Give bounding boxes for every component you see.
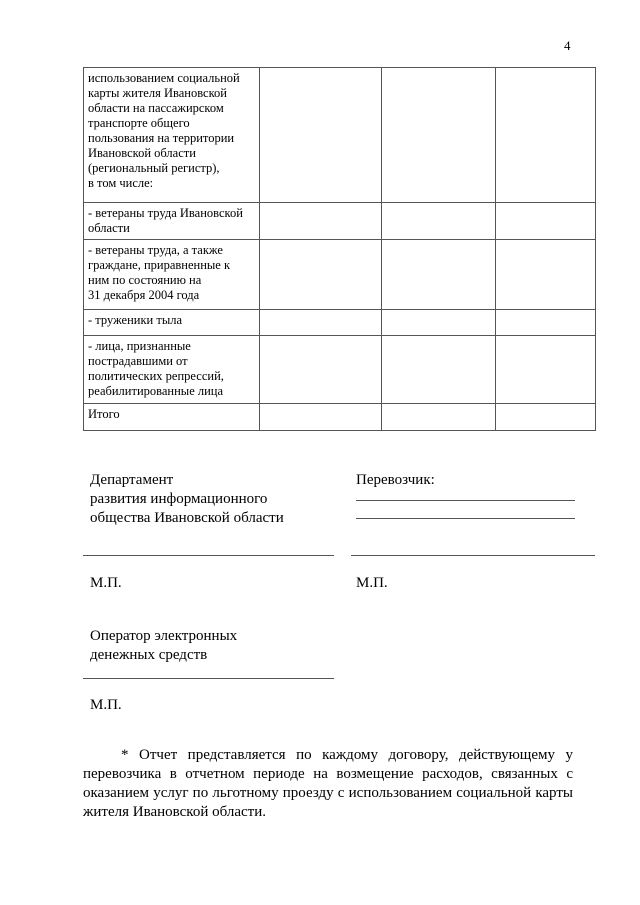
table-cell — [260, 310, 382, 336]
report-table — [83, 67, 596, 431]
operator-signatory: Оператор электронных денежных средств — [90, 628, 238, 663]
footnote: * Отчет представляется по каждому договору, действующему у перевозчика в отчетном периоде на возмещение расходов, связанных с оказанием услуг по льготному проезду с использованием социальной карты жителя Ивановской области. — [83, 747, 573, 820]
carrier-name-line — [356, 500, 575, 501]
table-cell — [382, 240, 496, 310]
table-cell — [260, 68, 382, 203]
table-cell — [496, 68, 596, 203]
table-cell — [496, 336, 596, 404]
table-cell — [260, 203, 382, 240]
table-cell — [382, 203, 496, 240]
table-cell — [496, 240, 596, 310]
department-signature-line — [83, 555, 334, 556]
row-label-home-front-workers: - труженики тыла — [84, 310, 260, 336]
seal-placeholder-operator: М.П. — [90, 697, 122, 713]
row-label-labor-veterans-equivalent: - ветераны труда, а также граждане, приравненные к ним по состоянию на 31 декабря 2004 года — [84, 240, 260, 310]
table-row — [84, 240, 596, 310]
carrier-name-line-2 — [356, 518, 575, 519]
row-label-regional-register: использованием социальной карты жителя Ивановской области на пассажирском транспорте общего пользования на территории Ивановской области (региональный регистр), в том числе: — [84, 68, 260, 203]
seal-placeholder-carrier: М.П. — [356, 575, 388, 591]
table-cell — [260, 240, 382, 310]
operator-signature-line — [83, 678, 334, 679]
table-row — [84, 203, 596, 240]
seal-placeholder-department: М.П. — [90, 575, 122, 591]
table-cell — [382, 310, 496, 336]
row-label-labor-veterans-region: - ветераны труда Ивановской области — [84, 203, 260, 240]
table-cell — [496, 310, 596, 336]
table-cell — [496, 203, 596, 240]
table-cell — [260, 336, 382, 404]
table-cell — [382, 68, 496, 203]
table-row — [84, 310, 596, 336]
table-cell — [382, 404, 496, 431]
table-cell — [382, 336, 496, 404]
carrier-signatory: Перевозчик: — [356, 472, 435, 488]
table-row — [84, 68, 596, 203]
page-number: 4 — [564, 38, 571, 53]
table-row — [84, 336, 596, 404]
row-label-total: Итого — [84, 404, 260, 431]
table-cell — [496, 404, 596, 431]
row-label-repression-victims: - лица, признанные пострадавшими от политических репрессий, реабилитированные лица — [84, 336, 260, 404]
table-row — [84, 404, 596, 431]
department-signatory: Департамент развития информационного общества Ивановской области — [90, 472, 284, 526]
table-cell — [260, 404, 382, 431]
carrier-signature-line — [351, 555, 595, 556]
